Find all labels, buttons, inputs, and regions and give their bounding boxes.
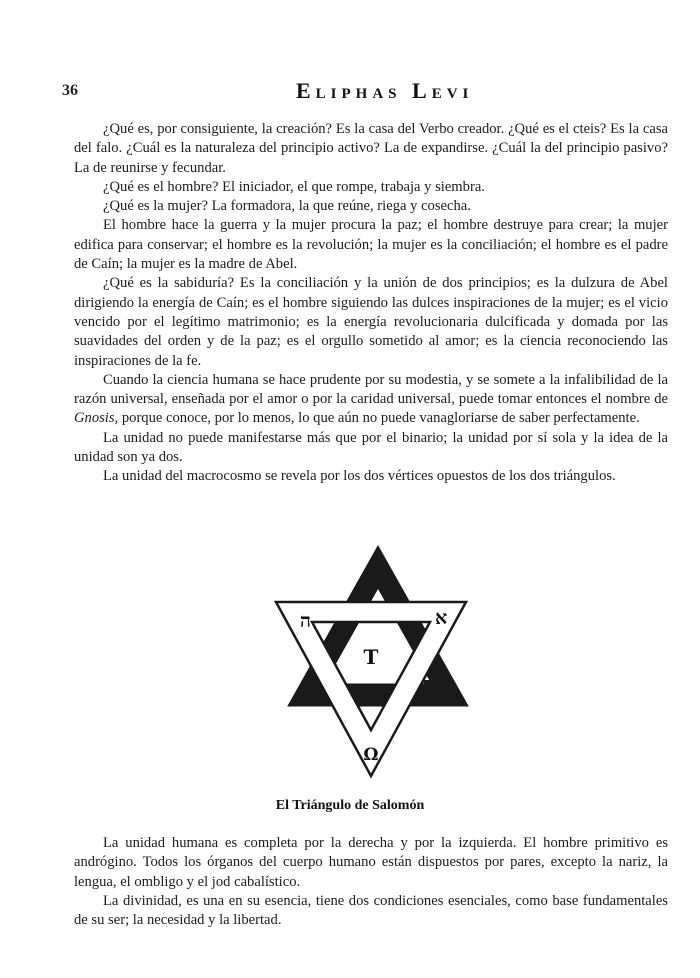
paragraph: ¿Qué es la mujer? La formadora, la que reúne, riega y cosecha. [103,198,471,215]
running-title: Eliphas Levi [296,78,474,103]
paragraph: La divinidad, es una en su esencia, tiene dos condiciones esenciales, como base fundamentales de su ser; la necesidad y la libertad. [74,892,668,929]
paragraph: ¿Qué es el hombre? El iniciador, el que rompe, trabaja y siembra. [103,178,485,195]
page-number: 36 [62,82,78,99]
paragraph: El hombre hace la guerra y la mujer procura la paz; el hombre destruye para crear; la mujer edifica para conservar; el hombre es la revolución; la mujer es la conciliación; el hombre es el padre de Caín; la mujer es la madre de Abel. [74,217,668,273]
paragraph-gnosis [74,371,668,429]
mark-top-right: א [435,607,448,629]
page-header [0,76,700,106]
paragraph: La unidad no puede manifestarse más que por el binario; la unidad por sí sola y la idea de la unidad son ya dos. [74,429,668,466]
text-segment: Cuando la ciencia humana se hace prudente por su modestia, y se somete a la infalibilidad de la razón universal, enseñada por el amor o por la caridad universal, puede tomar entonces el nombre de [74,371,668,408]
mark-bottom: Ω [363,745,379,765]
mark-top-left: ה [300,610,311,632]
star-of-solomon-icon [272,540,470,785]
figure-caption: El Triángulo de Salomón [275,798,425,813]
paragraph: La unidad del macrocosmo se revela por los dos vértices opuestos de los dos triángulos. [103,468,616,485]
mark-center: T [363,645,379,669]
main-text-bottom [74,834,668,930]
paragraph: ¿Qué es, por consiguiente, la creación? Es la casa del Verbo creador. ¿Qué es el cteis? Es la casa del falo. ¿Cuál es la naturaleza del principio activo? La de expandirse. ¿Cuál la del principio pasivo? La de reunirse y fecundar. [74,121,668,176]
italic-term: Gnosis, [74,410,119,427]
text-segment: porque conoce, por lo menos, lo que aún no puede vanagloriarse de saber perfectamente. [118,410,640,427]
solomon-triangle-figure [272,540,470,785]
main-text-top [74,120,668,487]
paragraph: ¿Qué es la sabiduría? Es la conciliación y la unión de dos principios; es la dulzura de Abel dirigiendo la energía de Caín; es el hombre siguiendo las dulces inspiraciones de la mujer; es el vicio vencido por el legítimo matrimonio; es la energía revolucionaria dulcificada y domada por las suavidades del orden y de la paz; es el orgullo sometido al amor; es la ciencia reconociendo las inspiraciones de la fe. [74,275,668,369]
paragraph: La unidad humana es completa por la derecha y por la izquierda. El hombre primitivo es andrógino. Todos los órganos del cuerpo humano están dispuestos por pares, excepto la nariz, la lengua, el ombligo y el jod cabalístico. [74,835,668,890]
